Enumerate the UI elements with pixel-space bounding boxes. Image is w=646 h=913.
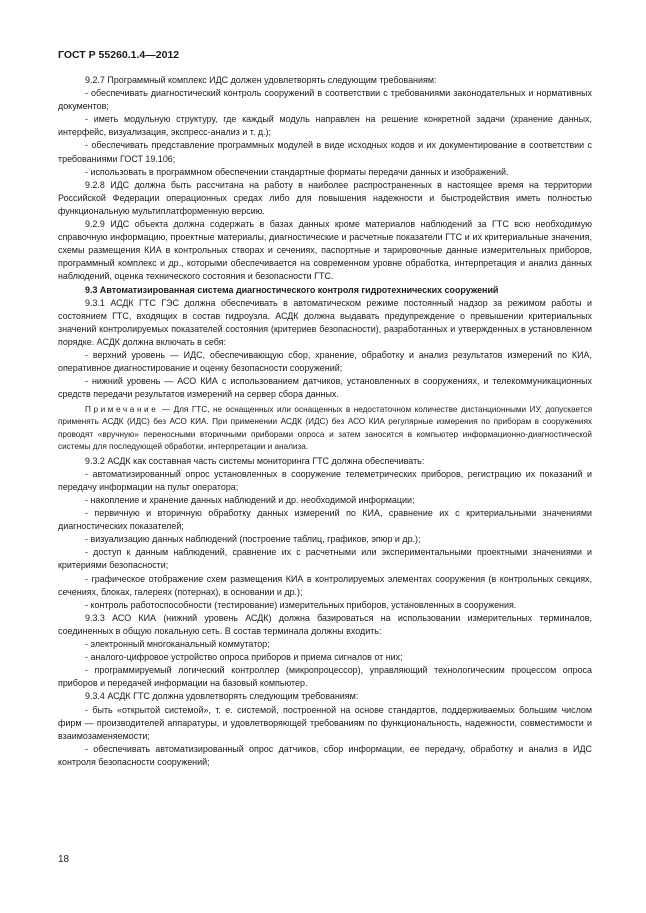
- list-item: - нижний уровень — АСО КИА с использованием датчиков, установленных в сооружениях, и телекоммуникационных средств передачи результатов измерений на сервер сбора данных.: [58, 376, 592, 400]
- clause-9-3-3: 9.3.3 АСО КИА (нижний уровень АСДК) должна базироваться на использовании измерительных терминалов, соединенных в общую локальную сеть. В состав терминала должны входить:: [58, 612, 592, 636]
- document-code-header: ГОСТ Р 55260.1.4—2012: [58, 49, 180, 61]
- list-item: - обеспечивать представление программных модулей в виде исходных кодов и их документирование в соответствии с требованиями ГОСТ 19.106;: [58, 140, 592, 164]
- list-item: - визуализацию данных наблюдений (построение таблиц, графиков, эпюр и др.);: [85, 534, 421, 545]
- clause-9-3-1: 9.3.1 АСДК ГТС ГЭС должна обеспечивать в автоматическом режиме постоянный надзор за режимом работы и состоянием ГТС, входящих в состав гидроузла. АСДК должна выдавать предупреждение о превышении критериальных значений контролируемых показателей состояния (критериев безопасности), разработанных и утвержденных в установленном порядке. АСДК должна включать в себя:: [58, 297, 592, 347]
- list-item: - первичную и вторичную обработку данных измерений по КИА, сравнение их с критериальными значениями диагностических показателей;: [58, 508, 592, 532]
- clause-9-2-9: 9.2.9 ИДС объекта должна содержать в базах данных кроме материалов наблюдений за ГТС всю необходимую справочную информацию, проектные материалы, диагностические и расчетные показатели ГТС и их критериальные значения, схемы размещения КИА в контрольных створах и сечениях, паспортные и тарировочные данные измерительных приборов, программный комплекс и др., которыми обеспечивается на современном уровне обработка, интерпретация и анализ данных наблюдений, оценка технического состояния и безопасности ГТС.: [58, 219, 592, 282]
- note-label: Примечание: [85, 405, 159, 415]
- list-item: - графическое отображение схем размещения КИА в контролируемых элементах сооружения (в контрольных секциях, сечениях, блоках, галереях (потернах), в основании и др.);: [58, 573, 592, 597]
- list-item: - контроль работоспособности (тестирование) измерительных приборов, установленных в сооружения.: [85, 599, 517, 610]
- clause-9-2-7: 9.2.7 Программный комплекс ИДС должен удовлетворять следующим требованиям:: [85, 75, 437, 85]
- clause-9-3-2: 9.3.2 АСДК как составная часть системы мониторинга ГТС должна обеспечивать:: [85, 455, 425, 466]
- list-item: - обеспечивать автоматизированный опрос датчиков, сбор информации, ее передачу, обработку и анализ в ИДС контроля безопасности сооружений;: [58, 743, 592, 767]
- list-item: - быть «открытой системой», т. е. системой, построенной на основе стандартов, поддерживаемых большим числом фирм — производителей аппаратуры, и удовлетворяющей требованиям по функциональность, надежности, совместимости и взаимозаменяемости;: [58, 704, 592, 741]
- clause-9-2-8: 9.2.8 ИДС должна быть рассчитана на работу в наиболее распространенных в настоящее время на территории Российской Федерации операционных средах либо для повышения надежности и быстродействия иметь полностью функциональную мультиплатформенную версию.: [58, 179, 592, 216]
- note-text: — Для ГТС, не оснащенных или оснащенных в недостаточном количестве дистанционными ИУ, допускается применять АСДК (ИДС) без АСО КИА. При применении АСДК (ИДС) без АСО КИА регулярные измерения по приборам в сооружениях проводят «вручную» переносными вторичными приборами опроса и затем заносится в компьютер информационно-диагностической системы для последующей обработки, интерпретации и анализа.: [58, 405, 593, 451]
- list-item: - аналого-цифровое устройство опроса приборов и приема сигналов от них;: [85, 652, 403, 663]
- list-item: - программируемый логический контроллер (микропроцессор), управляющий технологическим процессом опроса приборов и передачей информации на базовый компьютер.: [58, 665, 592, 689]
- list-item: - электронный многоканальный коммутатор;: [85, 639, 270, 650]
- note-block: [58, 404, 592, 452]
- list-item: - использовать в программном обеспечении стандартные форматы передачи данных и изображений.: [85, 166, 509, 177]
- list-item: - автоматизированный опрос установленных в сооружение телеметрических приборов, регистрацию их показаний и передачу информации на пульт оператора;: [58, 468, 592, 492]
- list-item: - иметь модульную структуру, где каждый модуль направлен на решение конкретной задачи (хранение данных, интерфейс, визуализация, экспресс-анализ и т. д.);: [58, 114, 592, 138]
- list-item: - доступ к данным наблюдений, сравнение их с расчетными или экспериментальными проектными значениями и критериями безопасности;: [58, 547, 592, 571]
- document-body: [58, 74, 592, 769]
- page-number: 18: [58, 854, 70, 865]
- clause-9-3-4: 9.3.4 АСДК ГТС должна удовлетворять следующим требованиям:: [85, 691, 359, 702]
- list-item: - верхний уровень — ИДС, обеспечивающую сбор, хранение, обработку и анализ результатов измерений по КИА, оперативное диагностирование и оценку безопасности сооружений;: [58, 349, 592, 374]
- list-item: - накопление и хранение данных наблюдений и др. необходимой информации;: [85, 495, 415, 505]
- list-item: - обеспечивать диагностический контроль сооружений в соответствии с требованиями законодательных и нормативных документов;: [58, 88, 592, 112]
- section-heading-9-3: 9.3 Автоматизированная система диагностического контроля гидротехнических сооружений: [85, 284, 499, 295]
